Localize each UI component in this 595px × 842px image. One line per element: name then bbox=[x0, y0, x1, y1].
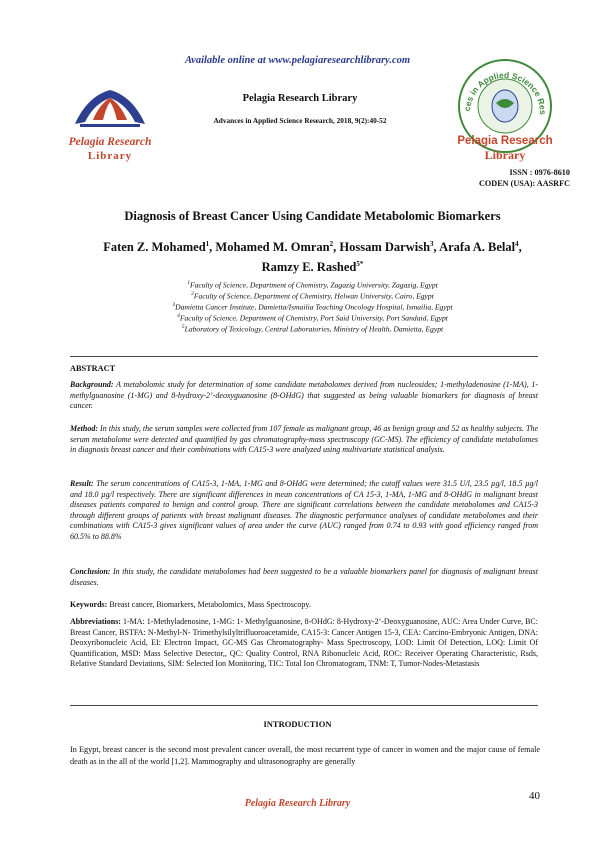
paper-title: Diagnosis of Breast Cancer Using Candidate Metabolomic Biomarkers bbox=[124, 209, 501, 223]
introduction-text: In Egypt, breast cancer is the second most prevalent cancer overall, the most recurrent type of cancer in women and the major cause of female death as in the all of the world [1,2]. Mammography and ultrasonography are generally bbox=[70, 745, 540, 767]
author: Hossam Darwish$^3$, bbox=[339, 240, 440, 255]
left-logo-line2: Library bbox=[87, 150, 133, 162]
journal-citation: Advances in Applied Science Research, 2018, 9(2):40-52 bbox=[213, 116, 387, 125]
divider bbox=[70, 705, 538, 706]
publisher-name: Pelagia Research Library bbox=[242, 93, 358, 104]
keywords: Keywords: Breast cancer, Biomarkers, Metabolomics, Mass Spectroscopy. bbox=[70, 600, 311, 609]
author: Arafa A. Belal$^4$, bbox=[439, 240, 522, 255]
available-online-line: Available online at www.pelagiaresearchlibrary.com bbox=[184, 55, 411, 66]
author: Ramzy E. Rashed$^{5*}$ bbox=[261, 260, 364, 275]
right-logo-line1: Pelagia Research bbox=[457, 135, 553, 147]
abstract-method: Method: In this study, the serum samples were collected from 107 female as malignant group, 46 as benign group and 52 as healthy subjects. The serum metabolome were detected and quantified by gas chromatography-mass spectroscopy (GC-MS). The efficiency of candidate metabolomes in diagnosis breast cancer and their combinations with CA15-3 were analyzed using multivariate statistical analysis. bbox=[70, 424, 538, 455]
affiliation: $^4$Faculty of Science, Department of Chemistry, Port Said University, Port Sandaid, Egypt bbox=[177, 313, 448, 323]
author-list bbox=[40, 236, 585, 276]
abstract-heading: ABSTRACT bbox=[70, 364, 116, 373]
abstract-result: Result: The serum concentrations of CA15-3, 1-MA, 1-MG and 8-OHdG were determined; the cutoff values were 31.5 U/l, 23.5 µg/l, 18.5 µg/l and 18.0 µg/l respectively. There are significant differences in mean concentrations of CA 15-3, 1-MA, 1-MG and 8-OHdG in malignant breast diseases patients compared to benign and control group. There are significant correlations between the candidate metabolomes and CA15-3 through different groups of patients with breast malignant diseases. The diagnostic performance analyses of candidate metabolomes and their combinations with CA15-3 gives significant values of area under the curve (AUC) ranged from 0.74 to 0.93 with good efficiency ranged from 60.5% to 88.8% bbox=[70, 479, 538, 541]
affiliation: $^5$Laboratory of Texicology, Central Laboratories, Ministry of Health, Damietta, Egypt bbox=[181, 324, 444, 334]
affiliation: $^2$Faculty of Science, Department of Chemistry, Helwan University, Cairo, Egypt bbox=[191, 291, 434, 301]
affiliation: $^3$Damietta Cancer Institute, Damietta/Ismailia Teaching Oncology Hospital, Ismailia, Egypt bbox=[172, 302, 453, 312]
coden: CODEN (USA): AASRFC bbox=[479, 179, 570, 188]
left-logo-line1: Pelagia Research bbox=[68, 136, 152, 148]
abstract-background: Background: A metabolomic study for determination of some candidate metabolomes derived from nucleosides; 1-methyladenosine (1-MA), 1-methylguanosine (1-MG) and 8-hydroxy-2’-deoxyguanosine (8-OHdG) that suggested as being valuable biomarkers for diagnosis of breast cancer. bbox=[70, 380, 538, 411]
issn: ISSN : 0976-8610 bbox=[509, 168, 570, 177]
seal-arc-text: ces in Applied Science Res bbox=[462, 69, 549, 115]
abstract-conclusion: Conclusion: In this study, the candidate metabolomes had been suggested to be a valuable biomarkers panel for diagnosis of malignant breast diseases. bbox=[70, 567, 538, 587]
page-number: 40 bbox=[529, 790, 540, 802]
author: Faten Z. Mohamed$^1$, bbox=[103, 240, 216, 255]
author: Mohamed M. Omran$^2$, bbox=[215, 240, 340, 255]
footer-library: Pelagia Research Library bbox=[244, 798, 351, 809]
divider bbox=[70, 356, 538, 357]
affiliation: $^1$Faculty of Science, Department of Chemistry, Zagazig University, Zagazig, Egypt bbox=[187, 280, 438, 290]
abbreviations: Abbreviations: 1-MA: 1-Methyladenosine, 1-MG: 1- Methylguanosine, 8-OHdG: 8-Hydroxy-2’-Deoxyguanosine, AUC: Area Under Curve, BC: Breast Cancer, BSTFA: N-Methyl-N- Trimethylsilyltrifluoroacetamide, CA15-3: Cancer Antigen 15-3, CEA: Carcino-Embryonic Antigen, DNA: Deoxyribonucleic Acid, EI: Electron Impact, GC-MS Gas Chromatography- Mass Spectroscopy, LOD: Limit Of Detection, LOQ: Limit Of Quantification, MSD: Mass Selective Detector,, QC: Quality Control, RNA Ribonucleic Acid, ROC: Receiver Operating Characteristic, Rsds, Relative Standard Deviations, SIM: Selected Ion Monitoring, TIC: Total Ion Chromatogram, TNM: T, Tumor-Nodes-Metastasis bbox=[70, 617, 538, 669]
right-logo-line2: Library bbox=[484, 148, 526, 162]
introduction-heading: INTRODUCTION bbox=[263, 719, 332, 729]
